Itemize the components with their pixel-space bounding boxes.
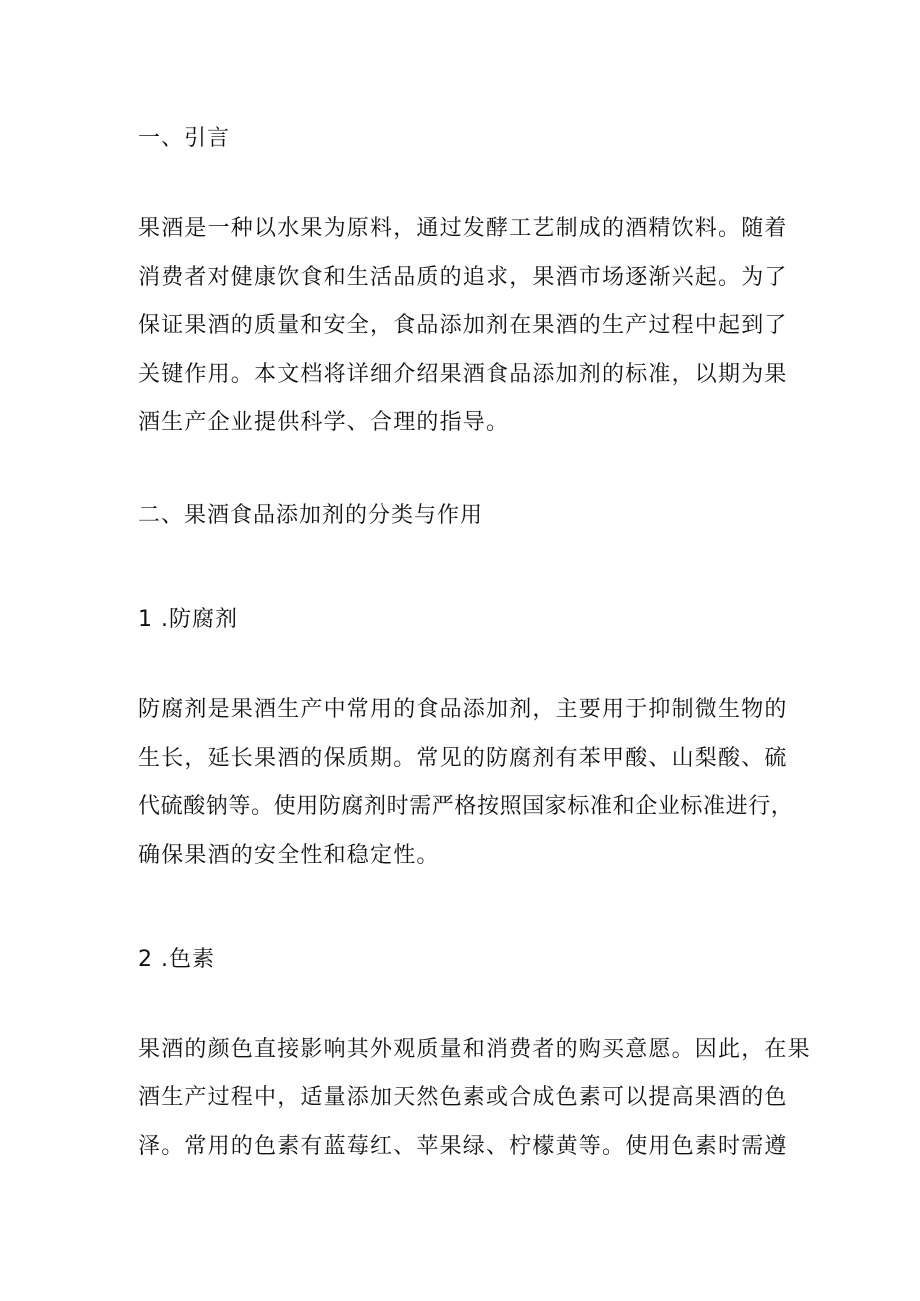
paragraph-line: 保证果酒的质量和安全，食品添加剂在果酒的生产过程中起到了 <box>138 313 788 338</box>
paragraph-line: 代硫酸钠等。使用防腐剂时需严格按照国家标准和企业标准进行， <box>138 794 794 819</box>
subsection-heading-colorants: 2 .色素 <box>138 947 215 972</box>
paragraph-line: 酒生产过程中，适量添加天然色素或合成色素可以提高果酒的色 <box>138 1085 788 1110</box>
paragraph-line: 酒生产企业提供科学、合理的指导。 <box>138 410 510 435</box>
paragraph-line: 防腐剂是果酒生产中常用的食品添加剂，主要用于抑制微生物的 <box>138 697 788 722</box>
paragraph-line: 生长，延长果酒的保质期。常见的防腐剂有苯甲酸、山梨酸、硫 <box>138 746 788 771</box>
paragraph-line: 关键作用。本文档将详细介绍果酒食品添加剂的标准，以期为果 <box>138 362 788 387</box>
paragraph-line: 果酒是一种以水果为原料，通过发酵工艺制成的酒精饮料。随着 <box>138 216 788 241</box>
subsection-heading-preservatives: 1 .防腐剂 <box>138 607 238 632</box>
paragraph-line: 消费者对健康饮食和生活品质的追求，果酒市场逐渐兴起。为了 <box>138 265 788 290</box>
paragraph-line: 果酒的颜色直接影响其外观质量和消费者的购买意愿。因此，在果 <box>138 1037 811 1062</box>
paragraph-line: 确保果酒的安全性和稳定性。 <box>138 843 440 868</box>
paragraph-line: 泽。常用的色素有蓝莓红、苹果绿、柠檬黄等。使用色素时需遵 <box>138 1134 788 1159</box>
section-heading-introduction: 一、引言 <box>138 126 231 151</box>
section-heading-classification: 二、果酒食品添加剂的分类与作用 <box>138 503 484 528</box>
